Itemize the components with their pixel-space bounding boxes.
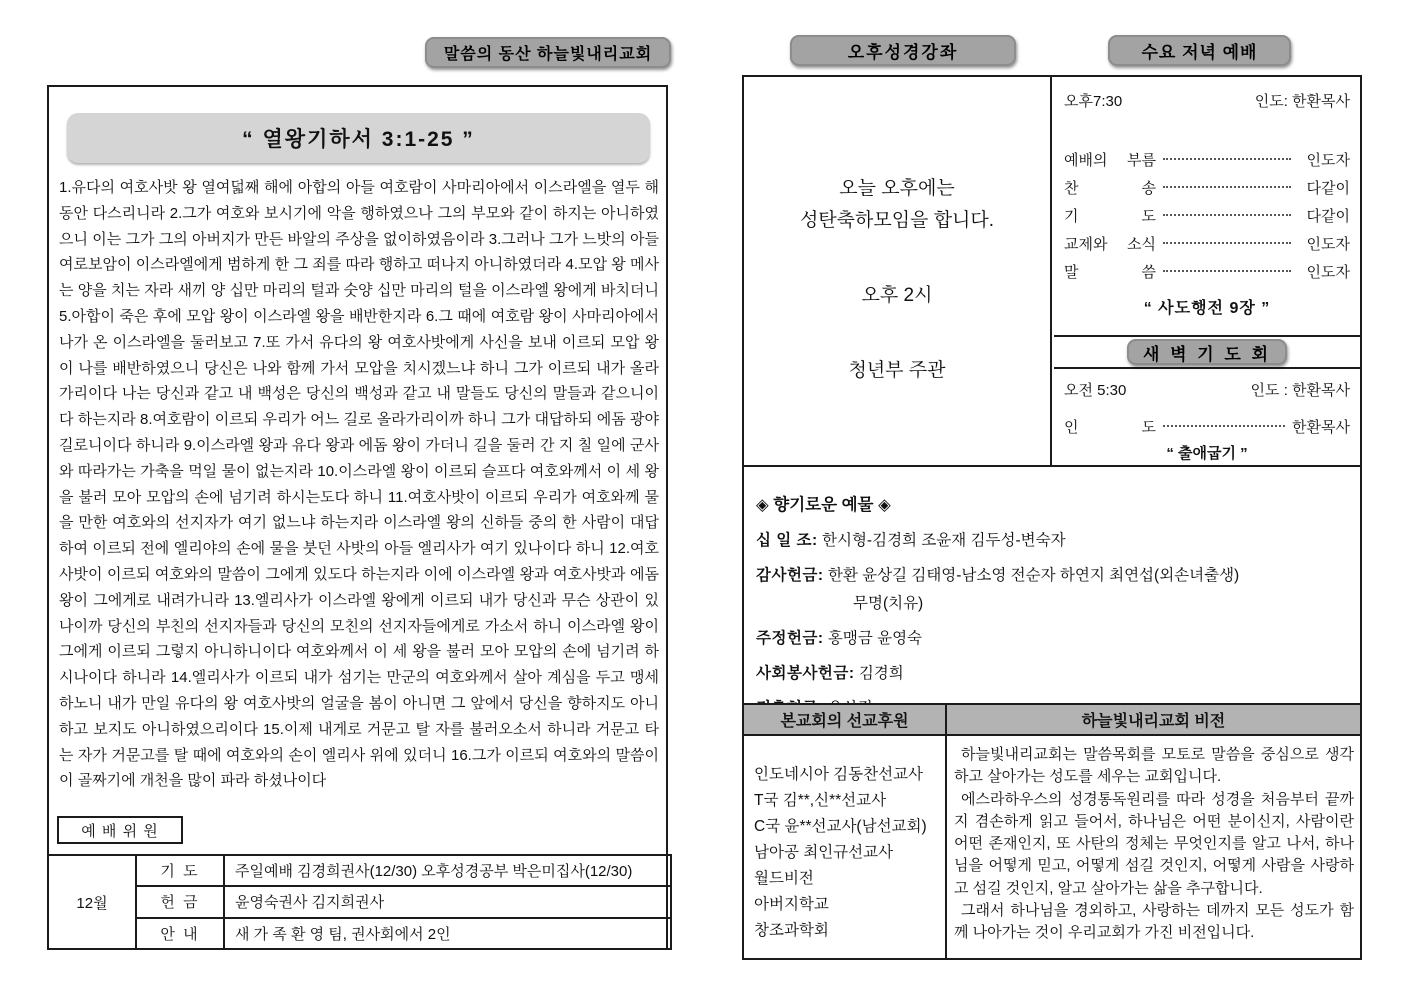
afternoon-announcement — [744, 77, 1052, 465]
worship-programs-box — [742, 75, 1362, 467]
scripture-title: “ 열왕기하서 3:1-25 ” — [67, 113, 650, 163]
service-time: 오후7:30 — [1064, 93, 1123, 110]
church-vision-header: 하늘빛내리교회 비전 — [1081, 713, 1226, 730]
vision-paragraph: 그래서 하나님을 경외하고, 사랑하는 데까지 모든 성도가 함께 나아가는 것이 우리교회가 가진 비전입니다. — [954, 902, 1354, 942]
sermon-passage: “ 사도행전 9장 ” — [1143, 300, 1271, 317]
offering-row — [756, 661, 1348, 683]
service-item — [1064, 412, 1350, 440]
worship-committee-label: 예 배 위 원 — [57, 816, 183, 844]
service-item-person: 다같이 — [1306, 179, 1350, 197]
vision-paragraph: 하늘빛내리교회는 말씀목회를 모토로 말씀을 중심으로 생각하고 살아가는 성도를 세우는 교회입니다. — [954, 746, 1354, 786]
offering-names: 홍맹금 윤영숙 — [827, 630, 923, 647]
committee-value-cell: 주일예배 김경희권사(12/30) 오후성경공부 박은미집사(12/30) — [224, 855, 671, 886]
offering-label: 감사헌금: — [756, 567, 824, 584]
church-name-tag: 말씀의 동산 하늘빛내리교회 — [425, 37, 671, 68]
announcement-time: 오후 2시 — [861, 285, 933, 306]
list-item: 아버지학교 — [754, 896, 829, 913]
service-time: 오전 5:30 — [1064, 382, 1127, 399]
list-item: T국 김**,신**선교사 — [754, 792, 887, 809]
service-leader: 인도 : 한환목사 — [1250, 382, 1350, 399]
dawn-prayer-order — [1054, 371, 1360, 463]
service-item-person: 한환목사 — [1292, 418, 1350, 436]
vision-text — [947, 736, 1360, 958]
dotted-leader — [1163, 158, 1291, 160]
offering-names: 김경희 — [858, 665, 904, 682]
dotted-leader — [1163, 242, 1291, 244]
committee-role-cell: 헌 금 — [136, 886, 224, 917]
service-item-label: 교제와 소식 — [1064, 235, 1156, 253]
service-item — [1064, 229, 1350, 257]
dawn-prayer-header: 새 벽 기 도 회 — [1127, 339, 1287, 365]
committee-month-cell: 12월 — [48, 855, 136, 949]
list-item: 창조과학회 — [754, 922, 829, 939]
wednesday-evening-worship-header: 수요 저녁 예배 — [1108, 35, 1291, 66]
offerings-box — [742, 465, 1362, 705]
offering-names-continued: 무명(치유) — [853, 595, 924, 612]
committee-value-cell: 윤영숙권사 김지희권사 — [224, 886, 671, 917]
offering-names: 한환 윤상길 김태영-남소영 전순자 하연지 최연섭(외손녀출생) — [827, 567, 1240, 584]
committee-value-cell: 새 가 족 환 영 팀, 권사회에서 2인 — [224, 918, 671, 949]
service-item-label: 찬 송 — [1064, 179, 1156, 197]
table-row — [48, 918, 671, 949]
offering-row — [756, 563, 1348, 613]
service-item-label: 기 도 — [1064, 207, 1156, 225]
service-item-person: 다같이 — [1306, 207, 1350, 225]
dotted-leader — [1163, 186, 1291, 188]
service-item-label: 말 씀 — [1064, 263, 1156, 281]
mission-support-header: 본교회의 선교후원 — [744, 705, 947, 734]
service-item-label: 예배의 부름 — [1064, 151, 1156, 169]
committee-role-cell: 기 도 — [136, 855, 224, 886]
dawn-passage: “ 출애굽기 ” — [1166, 445, 1248, 462]
service-item-person: 인도자 — [1306, 263, 1350, 281]
list-item: 인도네시아 김동찬선교사 — [754, 766, 924, 783]
dotted-leader — [1163, 270, 1291, 272]
table-row — [48, 886, 671, 917]
offering-label: 사회봉사헌금: — [756, 665, 855, 682]
scripture-page — [47, 85, 668, 950]
dotted-leader — [1163, 425, 1285, 427]
dotted-leader — [1163, 214, 1291, 216]
order-of-service — [1054, 145, 1360, 285]
scripture-body: 1.유다의 여호사밧 왕 열여덟째 해에 아합의 아들 여호람이 사마리아에서 이스라엘을 열두 해 동안 다스리니라 2.그가 여호와 보시기에 악을 행하였으나 그의 부모와 같이 하지는 아니하였으니 이는 그가 그의 아버지가 만든 바알의 주상을 없이하였음이라 3.그러나 그가 느밧의 아들 여로보암이 이스라엘에게 범하게 한 그 죄를 따라 행하고 떠나지 아니하였더라 4.모압 왕 메사는 양을 치는 자라 새끼 양 십만 마리의 털과 숫양 십만 마리의 털을 이스라엘 왕에게 바치더니 5.아합이 죽은 후에 모압 왕이 이스라엘 왕을 배반한지라 6.그 때에 여호람 왕이 사마리아에서 나가 온 이스라엘을 둘러보고 7.또 가서 유다의 왕 여호사밧에게 사신을 보내 이르되 모압 왕이 나를 배반하였으니 당신은 나와 함께 가서 모압을 치시겠느냐 하니 그가 이르되 내가 올라가리이다 나는 당신과 같고 내 백성은 당신의 백성과 같고 내 말들도 당신의 말들과 같으니이다 하는지라 8.여호람이 이르되 우리가 어느 길로 올라가리이까 하니 그가 대답하되 에돔 광야 길로니이다 하니라 9.이스라엘 왕과 유다 왕과 에돔 왕이 가더니 길을 둘러 간 지 칠 일에 군사와 따라가는 가축을 먹일 물이 없는지라 10.이스라엘 왕이 이르되 슬프다 여호와께서 이 세 왕을 불러 모아 모압의 손에 넘기려 하시는도다 하니 11.여호사밧이 이르되 우리가 여호와께 물을 만한 여호와의 선지자가 여기 없느냐 하는지라 이스라엘 왕의 신하들 중의 한 사람이 대답하여 이르되 전에 엘리야의 손에 물을 붓던 사밧의 아들 엘리사가 여기 있나이다 하니 12.여호사밧이 이르되 여호와의 말씀이 그에게 있도다 하는지라 이에 이스라엘 왕과 여호사밧과 에돔 왕이 그에게로 내려가니라 13.엘리사가 이스라엘 왕에게 이르되 내가 당신과 무슨 상관이 있나이까 당신의 부친의 선지자들과 당신의 모친의 선지자들에게로 가소서 하니 이스라엘 왕이 그에게 이르되 그렇지 아니하니이다 여호와께서 이 세 왕을 불러 모아 모압의 손에 넘기려 하시나이다 하니라 14.엘리사가 이르되 내가 섬기는 만군의 여호와께서 살아 계심을 두고 맹세하노니 내가 만일 유다의 왕 여호사밧의 얼굴을 봄이 아니면 그 앞에서 당신을 향하지도 아니하고 보지도 아니하였으리이다 15.이제 내게로 거문고 탈 자를 불러오소서 하니라 거문고 타는 자가 거문고를 탈 때에 여호와의 손이 엘리사 위에 있더니 16.그가 이르되 여호와의 말씀이 이 골짜기에 개천을 많이 파라 하셨나이다 — [59, 179, 659, 790]
dawn-prayer-header-row — [1054, 335, 1360, 369]
afternoon-bible-class-header: 오후성경강좌 — [790, 35, 1016, 66]
table-content-row — [744, 736, 1360, 958]
list-item: 월드비전 — [754, 870, 814, 887]
vision-paragraph: 에스라하우스의 성경통독원리를 따라 성경을 처음부터 끝까지 겸손하게 읽고 들어서, 하나님은 어떤 분이신지, 사람이란 어떤 존재인지, 또 사탄의 정체는 무엇인지를 알고 나서, 하나님을 어떻게 믿고, 어떻게 섬길 것인지, 어떻게 사람을 사랑하고 섬길 것인지, 알고 살아가는 삶을 추구합니다. — [954, 790, 1354, 897]
service-leader: 인도: 한환목사 — [1254, 93, 1350, 110]
announcement-line: 성탄축하모임을 합니다. — [799, 210, 995, 231]
offerings-title: ◈ 향기로운 예물 ◈ — [756, 496, 891, 514]
service-item-person: 인도자 — [1306, 151, 1350, 169]
service-time-leader — [1064, 379, 1350, 400]
service-item — [1064, 201, 1350, 229]
announcement-host: 청년부 주관 — [848, 360, 946, 381]
offering-label: 주정헌금: — [756, 630, 824, 647]
table-header-row — [744, 705, 1360, 736]
mission-vision-table — [742, 703, 1362, 960]
service-item — [1064, 145, 1350, 173]
service-item-label: 인 도 — [1064, 418, 1156, 436]
service-item-person: 인도자 — [1306, 235, 1350, 253]
list-item: C국 윤**선교사(남선교회) — [754, 818, 927, 835]
announcement-line: 오늘 오후에는 — [839, 178, 955, 199]
mission-list — [744, 736, 947, 958]
offering-names: 한시형-김경희 조윤재 김두성-변숙자 — [822, 532, 1066, 549]
wednesday-worship-order — [1054, 77, 1360, 465]
service-item — [1064, 173, 1350, 201]
committee-role-cell: 안 내 — [136, 918, 224, 949]
service-time-leader — [1054, 77, 1360, 111]
service-item — [1064, 257, 1350, 285]
list-item: 남아공 최인규선교사 — [754, 844, 894, 861]
table-row — [48, 855, 671, 886]
offering-row — [756, 626, 1348, 648]
offering-row — [756, 528, 1348, 550]
offering-label: 십 일 조: — [756, 532, 818, 549]
worship-committee-table — [47, 854, 672, 950]
